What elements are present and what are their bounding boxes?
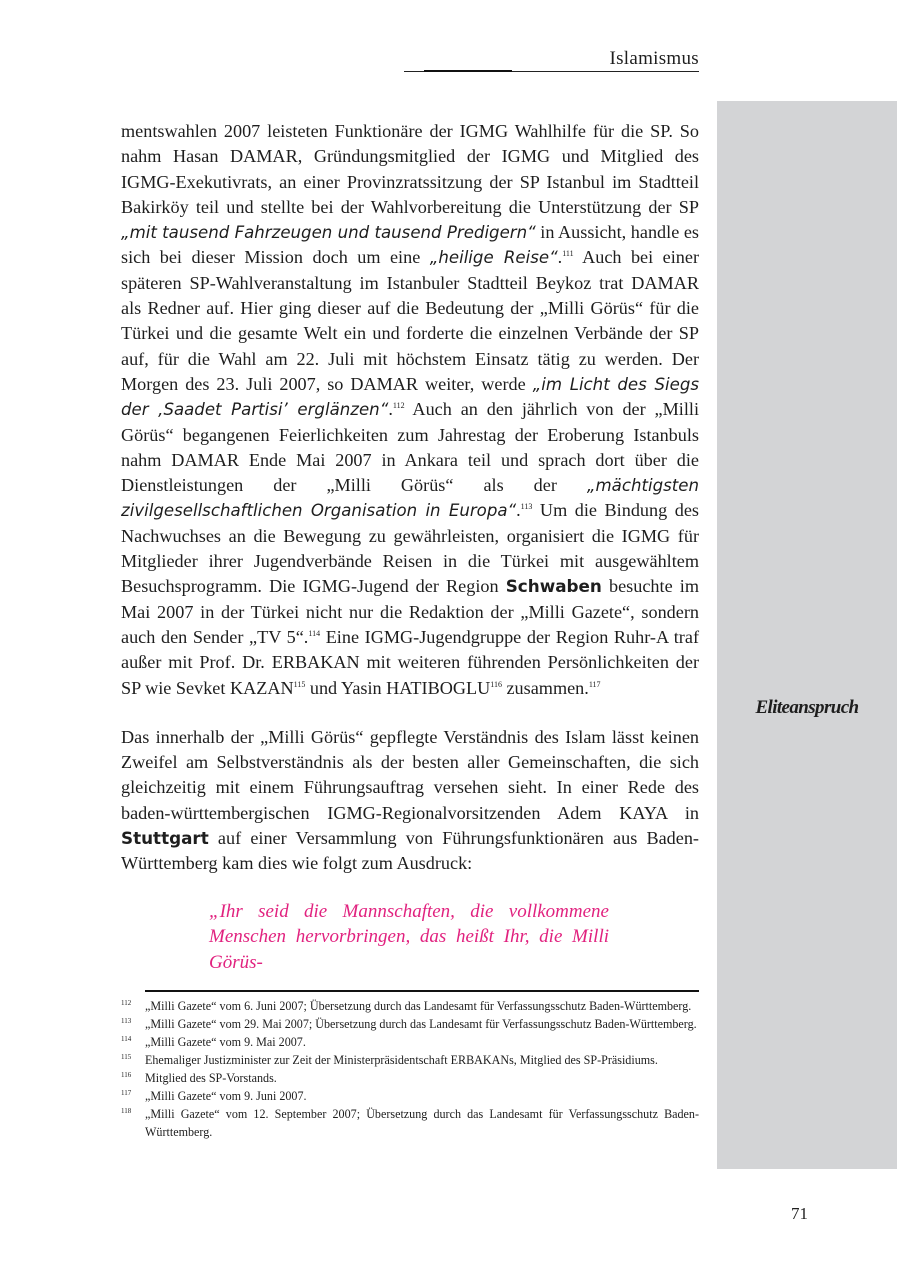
text-span: zusammen.: [501, 677, 589, 698]
quote-span: „mit tausend Fahrzeugen und tausend Predigern“: [121, 223, 536, 243]
place-highlight: Schwaben: [505, 576, 602, 597]
footnote-item: [121, 1087, 699, 1105]
footnote-text: „Milli Gazete“ vom 6. Juni 2007; Übersetzung durch das Landesamt für Verfassungsschutz Baden-Württemberg.: [145, 999, 692, 1013]
footnote-item: [121, 1033, 699, 1051]
footnote-text: Ehemaliger Justizminister zur Zeit der Ministerpräsidentschaft ERBAKANs, Mitglied des SP-Präsidiums.: [145, 1053, 658, 1067]
text-span: Auch an den jährlich von der „Milli Görüs“ begangenen Feierlichkeiten zum Jahrestag der Eroberung Istanbuls nahm DAMAR Ende Mai 2007 in Ankara teil und sprach dort über die Dienstleistungen der „Milli Görüs“ als der: [121, 399, 700, 496]
footnote-ref[interactable]: 117: [588, 679, 601, 689]
footnote-ref[interactable]: 111: [562, 249, 574, 259]
footnote-number: 113: [121, 1017, 132, 1025]
text-span: .: [557, 247, 563, 268]
footnote-number: 112: [121, 999, 132, 1007]
footnotes: [121, 997, 699, 1141]
text-span: besuchte im Mai 2007 in der Türkei nicht nur die Redaktion der „Milli Gazete“, sondern auch den Sender „TV 5“.: [121, 576, 699, 647]
footnote-ref[interactable]: 116: [490, 679, 502, 689]
footnote-ref[interactable]: 113: [520, 502, 533, 512]
footnote-number: 117: [121, 1089, 132, 1097]
text-span: Auch bei einer späteren SP-Wahlveranstaltung im Istanbuler Stadtteil Beykoz trat DAMAR als Redner auf. Hier ging dieser auf die Bedeutung der „Milli Görüs“ für die Türkei und die gesamte Welt ein und forderte die einzelnen Verbände der SP auf, für die Wahl am 22. Juli mit höchstem Einsatz tätig zu werden. Der Morgen des 23. Juli 2007, so DAMAR weiter, werde: [121, 247, 699, 394]
margin-band: [717, 101, 897, 1169]
header-rule: [404, 71, 699, 72]
text-span: und Yasin HATIBOGLU: [305, 677, 491, 698]
body-text: [121, 119, 699, 877]
footnote-number: 115: [121, 1053, 132, 1061]
footnote-text: „Milli Gazete“ vom 9. Mai 2007.: [145, 1035, 306, 1049]
quote-span: „mächtigsten zivilgesellschaftlichen Organisation in Europa“: [121, 476, 699, 521]
footnote-ref[interactable]: 112: [392, 401, 405, 411]
text-span: auf einer Versammlung von Führungsfunktionären aus Baden-Württemberg kam dies wie folgt zum Ausdruck:: [121, 828, 699, 874]
footnote-rule: [145, 990, 699, 992]
text-span: Um die Bindung des Nachwuchses an die Bewegung zu gewährleisten, organisiert die IGMG für Mitglieder ihrer Jugendverbände Reisen in die Türkei mit ausgewähltem Besuchsprogramm. Die IGMG-Jugend der Region: [121, 500, 699, 597]
footnote-ref[interactable]: 114: [308, 628, 321, 638]
footnote-text: „Milli Gazete“ vom 29. Mai 2007; Übersetzung durch das Landesamt für Verfassungsschutz Baden-Württemberg.: [145, 1017, 697, 1031]
footnote-item: [121, 1105, 699, 1141]
text-span: .: [388, 399, 393, 420]
text-span: .: [516, 500, 521, 521]
text-span: mentswahlen 2007 leisteten Funktionäre der IGMG Wahlhilfe für die SP. So nahm Hasan DAMAR, Gründungsmitglied der IGMG und Mitglied des IGMG-Exekutivrats, an einer Provinzratssitzung der SP Istanbul im Stadtteil Bakirköy teil und stellte bei der Wahlvorbereitung die Unterstützung der SP: [121, 121, 699, 217]
footnote-ref[interactable]: 115: [293, 679, 306, 689]
running-title: Islamismus: [609, 48, 699, 69]
block-quote: „Ihr seid die Mannschaften, die vollkommene Menschen hervorbringen, das heißt Ihr, die Milli Görüs-: [209, 901, 609, 973]
page-number: 71: [791, 1204, 808, 1223]
margin-note: Eliteanspruch: [755, 697, 859, 718]
footnote-item: [121, 1051, 699, 1069]
footnote-number: 116: [121, 1071, 132, 1079]
paragraph-2: [121, 725, 699, 877]
place-highlight: Stuttgart: [121, 828, 209, 849]
text-span: in Aussicht, handle es sich bei dieser Mission doch um eine: [121, 222, 699, 268]
footnote-text: „Milli Gazete“ vom 12. September 2007; Übersetzung durch das Landesamt für Verfassungsschutz Baden-Württemberg.: [145, 1107, 699, 1139]
paragraph-1: [121, 119, 699, 701]
text-span: Das innerhalb der „Milli Görüs“ gepflegte Verständnis des Islam lässt keinen Zweifel am Selbstverständnis als der besten aller Gemeinschaften, die sich gleichzeitig mit einem Führungsauftrag versehen sieht. In einer Rede des baden-württembergischen IGMG-Regionalvorsitzenden Adem KAYA in: [121, 726, 699, 823]
text-span: Eine IGMG-Jugendgruppe der Region Ruhr-A traf außer mit Prof. Dr. ERBAKAN mit weiteren führenden Persönlichkeiten der SP wie Sevket KAZAN: [121, 626, 699, 698]
quote-span: „heilige Reise“: [429, 248, 558, 268]
quote-span: „im Licht des Siegs der ‚Saadet Partisi’ erglänzen“: [121, 374, 699, 420]
footnote-number: 114: [121, 1035, 132, 1043]
footnote-item: [121, 1069, 699, 1087]
footnote-text: „Milli Gazete“ vom 9. Juni 2007.: [145, 1089, 307, 1103]
footnote-item: [121, 1015, 699, 1033]
footnote-item: [121, 997, 699, 1015]
footnote-number: 118: [121, 1107, 132, 1115]
footnote-text: Mitglied des SP-Vorstands.: [145, 1071, 277, 1085]
